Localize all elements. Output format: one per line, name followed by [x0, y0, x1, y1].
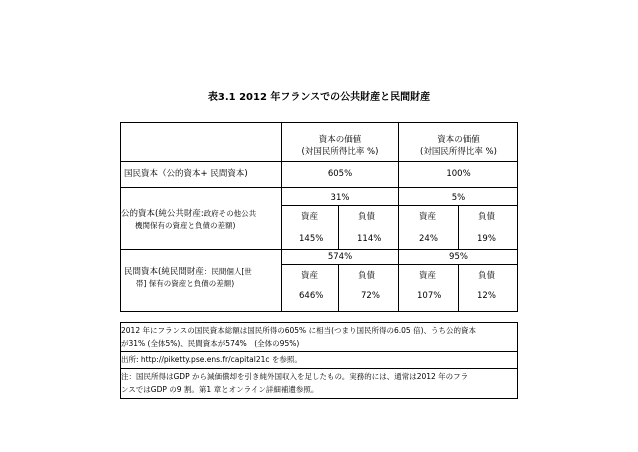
row-divider: [120, 161, 518, 162]
public-asset-2: 24%: [419, 234, 438, 244]
public-debt-label-2: 負債: [478, 212, 496, 222]
public-debt-1: 114%: [357, 234, 382, 244]
private-label-sub1: ：民間個人[世: [203, 267, 252, 276]
private-asset-1: 646%: [299, 291, 324, 301]
page-title: 表3.1 2012 年フランスでの公共財産と民間財産: [207, 92, 431, 103]
private-net-2: 95%: [449, 252, 468, 262]
private-asset-2: 107%: [417, 291, 442, 301]
row-label-public: [121, 208, 256, 220]
public-label-main: 公的資本(純公共財産:: [121, 209, 204, 219]
private-debt-label-1: 負債: [358, 271, 376, 281]
private-asset-label-1: 資産: [301, 271, 319, 281]
public-debt-label-1: 負債: [358, 212, 376, 222]
footnote-line-2: ンスではGDP の9 割。第1 章とオンライン詳細補遺参照。: [121, 385, 319, 394]
public-label-sub1: 政府その他公共: [203, 209, 257, 218]
header-col1-line1: 資本の価値: [318, 135, 362, 145]
sub-divider: [281, 205, 518, 206]
summary-line-1: 2012 年にフランスの国民資本総額は国民所得の605% に相当(つまり国民所得の6.05 倍)、うち公的資本: [121, 326, 477, 335]
sub-divider: [338, 205, 339, 249]
private-net-1: 574%: [327, 252, 353, 262]
notes-divider: [120, 351, 518, 352]
sub-divider: [338, 264, 339, 312]
sub-divider: [458, 205, 459, 249]
sub-divider: [281, 264, 518, 265]
private-asset-label-2: 資産: [419, 271, 437, 281]
private-debt-2: 12%: [477, 291, 496, 301]
national-value-1: 605%: [327, 169, 353, 179]
public-asset-1: 145%: [299, 234, 324, 244]
row-divider: [120, 187, 518, 188]
public-asset-label-1: 資産: [301, 212, 319, 222]
row-divider: [120, 249, 518, 250]
header-col2-line2: (対国民所得比率 %): [420, 147, 497, 157]
row-label-national: 国民資本（公的資本+ 民間資本): [124, 169, 248, 179]
sub-divider: [458, 264, 459, 312]
private-debt-label-2: 負債: [478, 271, 496, 281]
footnote-line-1: 注：国民所得はGDP から減価償却を引き純外国収入を足したもの。実務的には、通常は2012 年のフラ: [121, 372, 469, 381]
public-asset-label-2: 資産: [419, 212, 437, 222]
summary-line-2: が31% (全体5%)、民間資本が574% (全体の95%): [121, 339, 300, 348]
row-label-private: [124, 266, 252, 278]
source-line: 出所: http://piketty.pse.ens.fr/capital21c を参照。: [121, 355, 302, 364]
public-net-2: 5%: [451, 193, 466, 203]
public-net-1: 31%: [330, 193, 350, 203]
header-col2-line1: 資本の価値: [437, 135, 480, 145]
header-col1-line2: (対国民所得比率 %): [301, 147, 379, 157]
notes-divider: [120, 368, 518, 369]
private-label-sub2: 帯] 保有の資産と負債の差額): [136, 279, 235, 288]
private-label-main: 民間資本(純民間財産: [124, 267, 204, 277]
public-label-sub2: 機関保有の資産と負債の差額): [135, 221, 236, 230]
public-debt-2: 19%: [477, 234, 496, 244]
private-debt-1: 72%: [361, 291, 380, 301]
national-value-2: 100%: [446, 169, 471, 179]
